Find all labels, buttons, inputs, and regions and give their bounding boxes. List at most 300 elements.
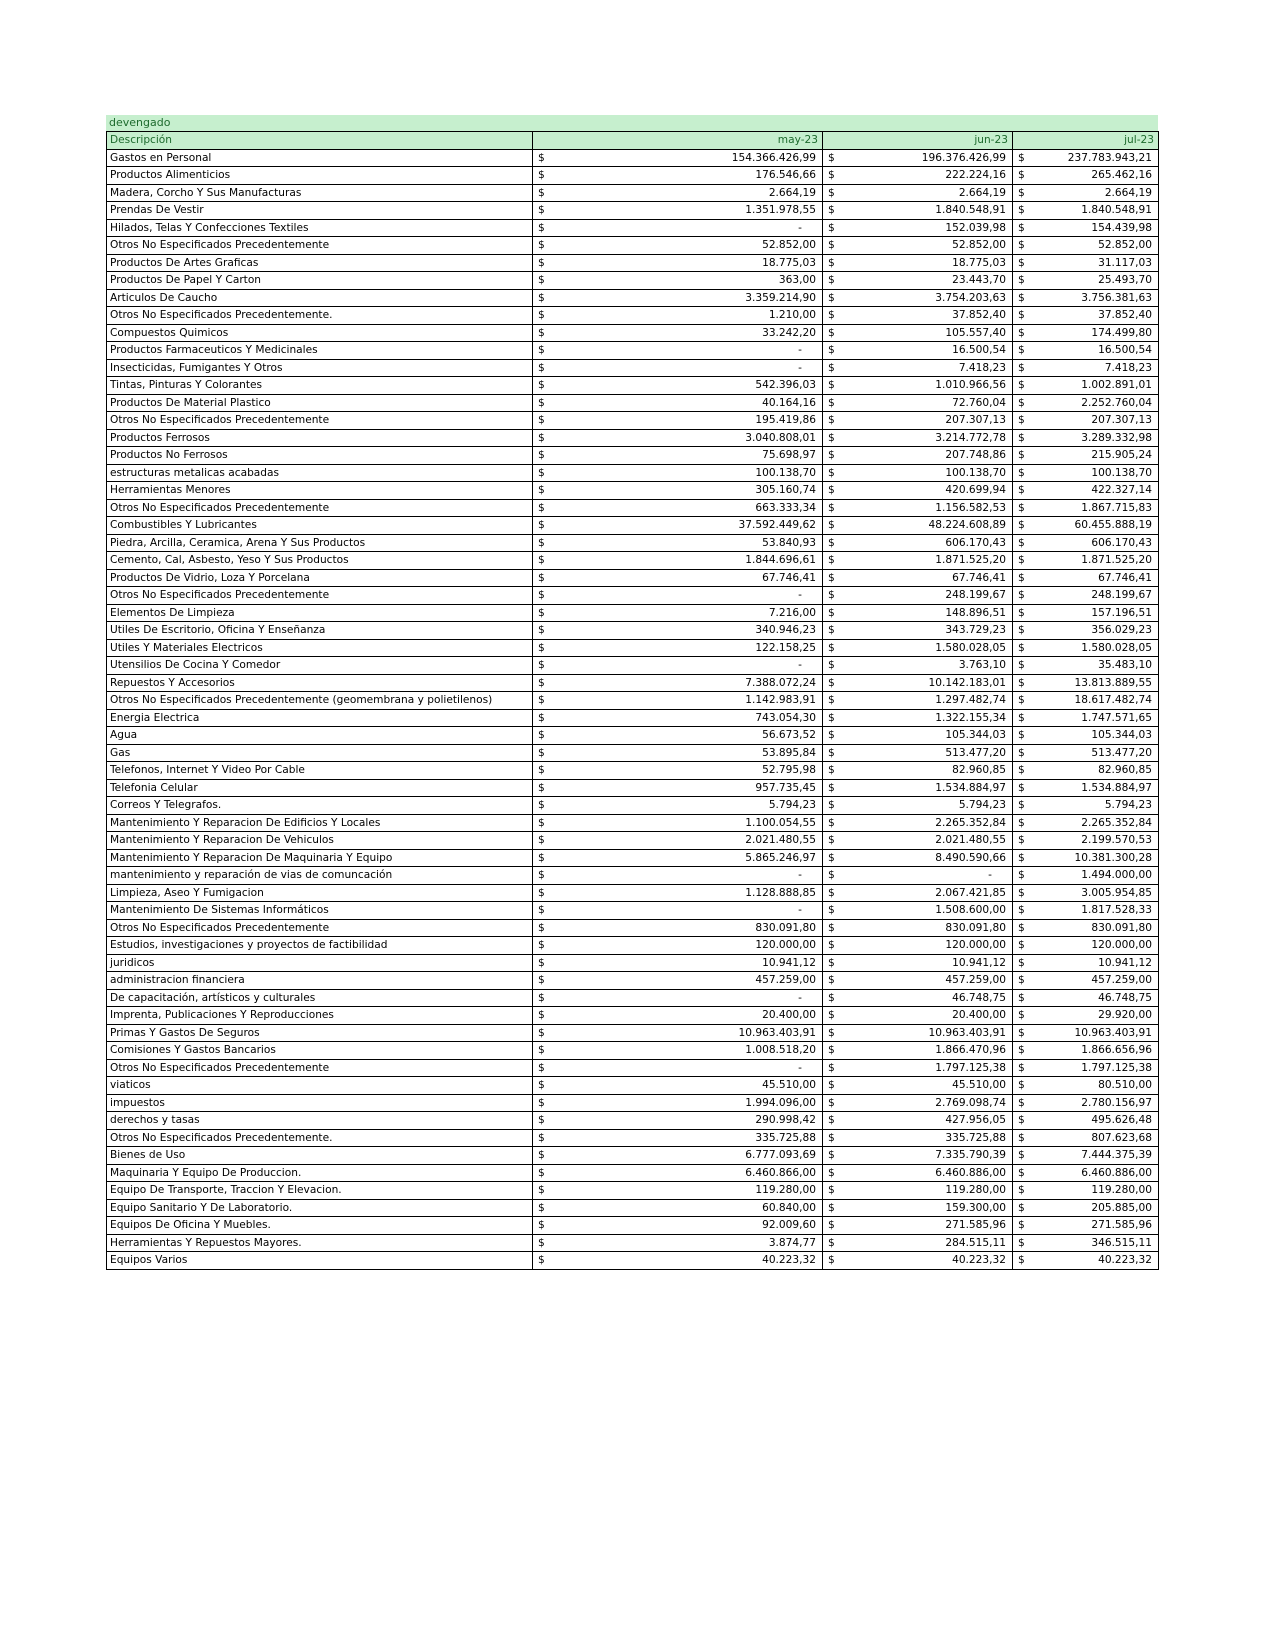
amount-value: 72.760,04 [952, 396, 1006, 409]
amount-cell [823, 919, 1013, 937]
currency-symbol: $ [1018, 886, 1025, 899]
amount-cell [823, 1112, 1013, 1130]
row-description: Limpieza, Aseo Y Fumigacion [107, 884, 533, 902]
amount-value: - [988, 869, 992, 882]
row-description: Telefonia Celular [107, 779, 533, 797]
amount-value: 1.994.096,00 [745, 1096, 816, 1109]
currency-symbol: $ [538, 1131, 545, 1144]
amount-value: 52.852,00 [762, 239, 816, 252]
table-row [107, 149, 1159, 167]
currency-symbol: $ [828, 571, 835, 584]
table-row [107, 1217, 1159, 1235]
amount-cell [823, 709, 1013, 727]
currency-symbol: $ [538, 1061, 545, 1074]
amount-cell [823, 727, 1013, 745]
amount-cell [1013, 149, 1159, 167]
currency-symbol: $ [538, 379, 545, 392]
currency-symbol: $ [828, 344, 835, 357]
row-description: Otros No Especificados Precedentemente [107, 1059, 533, 1077]
amount-value: 1.142.983,91 [745, 694, 816, 707]
currency-symbol: $ [538, 414, 545, 427]
table-row [107, 1112, 1159, 1130]
amount-cell [823, 657, 1013, 675]
amount-cell [823, 1164, 1013, 1182]
amount-cell [533, 569, 823, 587]
amount-value: 29.920,00 [1098, 1009, 1152, 1022]
amount-value: 10.142.183,01 [928, 676, 1006, 689]
amount-cell [823, 972, 1013, 990]
amount-cell [533, 797, 823, 815]
amount-value: 33.242,20 [762, 326, 816, 339]
header-descripcion: Descripción [107, 132, 533, 150]
row-description: Equipo Sanitario Y De Laboratorio. [107, 1199, 533, 1217]
amount-cell [1013, 622, 1159, 640]
row-description: Utiles Y Materiales Electricos [107, 639, 533, 657]
spreadsheet [106, 115, 1158, 1270]
amount-value: 284.515,11 [945, 1236, 1006, 1249]
amount-cell [533, 272, 823, 290]
amount-value: - [798, 659, 802, 672]
currency-symbol: $ [1018, 256, 1025, 269]
amount-cell [533, 1182, 823, 1200]
amount-cell [823, 1024, 1013, 1042]
amount-cell [1013, 272, 1159, 290]
currency-symbol: $ [1018, 151, 1025, 164]
table-row [107, 587, 1159, 605]
amount-value: 18.775,03 [952, 256, 1006, 269]
table-row [107, 1234, 1159, 1252]
amount-cell [823, 1217, 1013, 1235]
amount-value: 606.170,43 [1091, 536, 1152, 549]
currency-symbol: $ [828, 379, 835, 392]
amount-cell [1013, 1147, 1159, 1165]
table-row [107, 1164, 1159, 1182]
currency-symbol: $ [1018, 764, 1025, 777]
currency-symbol: $ [828, 746, 835, 759]
currency-symbol: $ [1018, 1149, 1025, 1162]
currency-symbol: $ [1018, 606, 1025, 619]
amount-value: 513.477,20 [1091, 746, 1152, 759]
amount-cell [533, 639, 823, 657]
amount-value: 7.418,23 [958, 361, 1006, 374]
currency-symbol: $ [538, 606, 545, 619]
currency-symbol: $ [828, 974, 835, 987]
currency-symbol: $ [1018, 396, 1025, 409]
amount-cell [1013, 797, 1159, 815]
amount-value: 290.998,42 [755, 1114, 816, 1127]
amount-cell [823, 1182, 1013, 1200]
row-description: Otros No Especificados Precedentemente (geomembrana y polietilenos) [107, 692, 533, 710]
amount-value: 1.580.028,05 [1081, 641, 1152, 654]
amount-value: 6.460.886,00 [935, 1166, 1006, 1179]
amount-value: 7.388.072,24 [745, 676, 816, 689]
sheet-caption: devengado [106, 115, 1158, 131]
amount-cell [1013, 534, 1159, 552]
row-description: De capacitación, artísticos y culturales [107, 989, 533, 1007]
amount-cell [823, 832, 1013, 850]
amount-value: 10.941,12 [1098, 956, 1152, 969]
amount-cell [1013, 587, 1159, 605]
amount-value: - [798, 991, 802, 1004]
currency-symbol: $ [538, 1254, 545, 1267]
currency-symbol: $ [1018, 466, 1025, 479]
currency-symbol: $ [828, 956, 835, 969]
amount-value: 7.335.790,39 [935, 1149, 1006, 1162]
currency-symbol: $ [538, 326, 545, 339]
amount-cell [823, 1199, 1013, 1217]
amount-value: 52.852,00 [952, 239, 1006, 252]
amount-cell [1013, 1077, 1159, 1095]
currency-symbol: $ [828, 186, 835, 199]
currency-symbol: $ [828, 1166, 835, 1179]
amount-cell [823, 482, 1013, 500]
amount-cell [823, 447, 1013, 465]
currency-symbol: $ [828, 501, 835, 514]
currency-symbol: $ [828, 589, 835, 602]
currency-symbol: $ [538, 291, 545, 304]
amount-value: 46.748,75 [1098, 991, 1152, 1004]
currency-symbol: $ [1018, 729, 1025, 742]
currency-symbol: $ [828, 204, 835, 217]
amount-cell [823, 937, 1013, 955]
amount-cell [533, 254, 823, 272]
amount-cell [533, 972, 823, 990]
currency-symbol: $ [828, 1236, 835, 1249]
amount-value: 1.002.891,01 [1081, 379, 1152, 392]
currency-symbol: $ [538, 151, 545, 164]
amount-value: 1.297.482,74 [935, 694, 1006, 707]
currency-symbol: $ [1018, 781, 1025, 794]
currency-symbol: $ [1018, 449, 1025, 462]
currency-symbol: $ [828, 396, 835, 409]
amount-cell [823, 1077, 1013, 1095]
currency-symbol: $ [828, 1131, 835, 1144]
currency-symbol: $ [1018, 659, 1025, 672]
amount-value: 3.874,77 [768, 1236, 816, 1249]
currency-symbol: $ [1018, 1236, 1025, 1249]
amount-value: 340.946,23 [755, 624, 816, 637]
amount-cell [533, 534, 823, 552]
currency-symbol: $ [828, 816, 835, 829]
amount-value: 119.280,00 [945, 1184, 1006, 1197]
table-row [107, 937, 1159, 955]
currency-symbol: $ [1018, 711, 1025, 724]
amount-cell [1013, 307, 1159, 325]
amount-value: 20.400,00 [762, 1009, 816, 1022]
currency-symbol: $ [1018, 834, 1025, 847]
amount-cell [533, 709, 823, 727]
amount-cell [1013, 342, 1159, 360]
currency-symbol: $ [538, 1149, 545, 1162]
currency-symbol: $ [538, 834, 545, 847]
amount-cell [1013, 902, 1159, 920]
amount-cell [533, 499, 823, 517]
currency-symbol: $ [538, 799, 545, 812]
currency-symbol: $ [1018, 816, 1025, 829]
currency-symbol: $ [1018, 956, 1025, 969]
currency-symbol: $ [828, 169, 835, 182]
amount-value: 40.164,16 [762, 396, 816, 409]
amount-value: 18.775,03 [762, 256, 816, 269]
currency-symbol: $ [1018, 851, 1025, 864]
amount-value: 13.813.889,55 [1074, 676, 1152, 689]
currency-symbol: $ [828, 1009, 835, 1022]
row-description: Telefonos, Internet Y Video Por Cable [107, 762, 533, 780]
table-row [107, 447, 1159, 465]
amount-value: 40.223,32 [762, 1254, 816, 1267]
row-description: juridicos [107, 954, 533, 972]
amount-value: 7.418,23 [1104, 361, 1152, 374]
amount-cell [533, 867, 823, 885]
amount-value: 60.840,00 [762, 1201, 816, 1214]
row-description: Equipos De Oficina Y Muebles. [107, 1217, 533, 1235]
amount-cell [533, 954, 823, 972]
amount-cell [533, 1042, 823, 1060]
amount-value: 1.747.571,65 [1081, 711, 1152, 724]
header-jun-23: jun-23 [823, 132, 1013, 150]
amount-cell [823, 674, 1013, 692]
amount-value: 6.777.093,69 [745, 1149, 816, 1162]
currency-symbol: $ [538, 256, 545, 269]
currency-symbol: $ [1018, 414, 1025, 427]
currency-symbol: $ [1018, 204, 1025, 217]
row-description: Compuestos Quimicos [107, 324, 533, 342]
amount-value: - [798, 589, 802, 602]
amount-value: 1.867.715,83 [1081, 501, 1152, 514]
amount-value: 1.844.696,61 [745, 554, 816, 567]
amount-cell [823, 289, 1013, 307]
currency-symbol: $ [538, 169, 545, 182]
table-row [107, 412, 1159, 430]
amount-value: 1.817.528,33 [1081, 904, 1152, 917]
currency-symbol: $ [828, 1149, 835, 1162]
row-description: Productos Alimenticios [107, 167, 533, 185]
amount-value: 120.000,00 [945, 939, 1006, 952]
currency-symbol: $ [828, 1114, 835, 1127]
amount-value: 606.170,43 [945, 536, 1006, 549]
amount-cell [1013, 639, 1159, 657]
amount-cell [823, 902, 1013, 920]
amount-value: 2.664,19 [958, 186, 1006, 199]
table-row [107, 202, 1159, 220]
row-description: Agua [107, 727, 533, 745]
currency-symbol: $ [828, 851, 835, 864]
row-description: Otros No Especificados Precedentemente. [107, 307, 533, 325]
amount-cell [823, 359, 1013, 377]
currency-symbol: $ [828, 221, 835, 234]
amount-cell [533, 832, 823, 850]
table-row [107, 797, 1159, 815]
table-row [107, 184, 1159, 202]
table-row [107, 1094, 1159, 1112]
currency-symbol: $ [538, 221, 545, 234]
amount-value: 420.699,94 [945, 484, 1006, 497]
amount-value: 37.592.449,62 [738, 519, 816, 532]
amount-value: 10.941,12 [952, 956, 1006, 969]
amount-cell [823, 1007, 1013, 1025]
amount-value: 3.214.772,78 [935, 431, 1006, 444]
table-row [107, 429, 1159, 447]
table-row [107, 972, 1159, 990]
amount-cell [533, 412, 823, 430]
table-row [107, 237, 1159, 255]
currency-symbol: $ [1018, 676, 1025, 689]
amount-cell [533, 1112, 823, 1130]
currency-symbol: $ [828, 536, 835, 549]
table-row [107, 499, 1159, 517]
amount-cell [533, 902, 823, 920]
table-row [107, 867, 1159, 885]
amount-cell [823, 167, 1013, 185]
amount-cell [533, 587, 823, 605]
amount-value: 3.756.381,63 [1081, 291, 1152, 304]
currency-symbol: $ [538, 694, 545, 707]
amount-value: 80.510,00 [1098, 1079, 1152, 1092]
row-description: Productos No Ferrosos [107, 447, 533, 465]
table-row [107, 307, 1159, 325]
currency-symbol: $ [828, 676, 835, 689]
currency-symbol: $ [828, 1026, 835, 1039]
amount-value: 1.156.582,53 [935, 501, 1006, 514]
amount-value: 1.871.525,20 [1081, 554, 1152, 567]
amount-value: 100.138,70 [945, 466, 1006, 479]
table-row [107, 324, 1159, 342]
amount-cell [823, 1059, 1013, 1077]
table-row [107, 254, 1159, 272]
amount-cell [1013, 1129, 1159, 1147]
amount-cell [823, 744, 1013, 762]
amount-value: 53.895,84 [762, 746, 816, 759]
amount-cell [1013, 1007, 1159, 1025]
amount-cell [533, 989, 823, 1007]
currency-symbol: $ [1018, 291, 1025, 304]
currency-symbol: $ [828, 694, 835, 707]
currency-symbol: $ [1018, 974, 1025, 987]
amount-value: 37.852,40 [952, 309, 1006, 322]
row-description: Productos Farmaceuticos Y Medicinales [107, 342, 533, 360]
currency-symbol: $ [1018, 1201, 1025, 1214]
amount-cell [1013, 167, 1159, 185]
amount-cell [1013, 377, 1159, 395]
amount-value: 10.963.403,91 [1074, 1026, 1152, 1039]
currency-symbol: $ [828, 606, 835, 619]
currency-symbol: $ [1018, 589, 1025, 602]
amount-cell [823, 184, 1013, 202]
amount-value: 7.444.375,39 [1081, 1149, 1152, 1162]
amount-cell [533, 1252, 823, 1270]
currency-symbol: $ [538, 816, 545, 829]
currency-symbol: $ [538, 344, 545, 357]
amount-value: 248.199,67 [945, 589, 1006, 602]
currency-symbol: $ [828, 554, 835, 567]
row-description: Mantenimiento Y Reparacion De Edificios Y Locales [107, 814, 533, 832]
amount-cell [823, 412, 1013, 430]
amount-cell [823, 1252, 1013, 1270]
amount-cell [533, 342, 823, 360]
amount-value: 6.460.866,00 [745, 1166, 816, 1179]
amount-value: 16.500,54 [952, 344, 1006, 357]
amount-cell [1013, 429, 1159, 447]
amount-value: 2.769.098,74 [935, 1096, 1006, 1109]
amount-value: 1.534.884,97 [935, 781, 1006, 794]
amount-cell [533, 814, 823, 832]
amount-value: 207.307,13 [1091, 414, 1152, 427]
currency-symbol: $ [538, 641, 545, 654]
currency-symbol: $ [538, 746, 545, 759]
currency-symbol: $ [538, 186, 545, 199]
amount-cell [1013, 657, 1159, 675]
amount-cell [533, 657, 823, 675]
amount-cell [533, 324, 823, 342]
amount-value: 67.746,41 [952, 571, 1006, 584]
amount-cell [1013, 1059, 1159, 1077]
amount-value: 1.508.600,00 [935, 904, 1006, 917]
currency-symbol: $ [538, 204, 545, 217]
amount-value: 159.300,00 [945, 1201, 1006, 1214]
row-description: Mantenimiento De Sistemas Informáticos [107, 902, 533, 920]
currency-symbol: $ [1018, 991, 1025, 1004]
table-row [107, 377, 1159, 395]
currency-symbol: $ [1018, 921, 1025, 934]
currency-symbol: $ [828, 939, 835, 952]
currency-symbol: $ [538, 1114, 545, 1127]
currency-symbol: $ [538, 729, 545, 742]
row-description: Gastos en Personal [107, 149, 533, 167]
row-description: Otros No Especificados Precedentemente. [107, 1129, 533, 1147]
currency-symbol: $ [1018, 361, 1025, 374]
table-row [107, 1199, 1159, 1217]
currency-symbol: $ [1018, 326, 1025, 339]
row-description: Hilados, Telas Y Confecciones Textiles [107, 219, 533, 237]
amount-value: 3.359.214,90 [745, 291, 816, 304]
currency-symbol: $ [538, 956, 545, 969]
currency-symbol: $ [828, 239, 835, 252]
currency-symbol: $ [1018, 379, 1025, 392]
row-description: Cemento, Cal, Asbesto, Yeso Y Sus Productos [107, 552, 533, 570]
currency-symbol: $ [1018, 554, 1025, 567]
currency-symbol: $ [828, 711, 835, 724]
amount-cell [823, 569, 1013, 587]
amount-value: 1.210,00 [768, 309, 816, 322]
currency-symbol: $ [828, 256, 835, 269]
row-description: Otros No Especificados Precedentemente [107, 237, 533, 255]
currency-symbol: $ [828, 484, 835, 497]
row-description: Estudios, investigaciones y proyectos de factibilidad [107, 937, 533, 955]
amount-cell [533, 1164, 823, 1182]
row-description: Correos Y Telegrafos. [107, 797, 533, 815]
table-row [107, 1077, 1159, 1095]
amount-value: 10.941,12 [762, 956, 816, 969]
currency-symbol: $ [828, 309, 835, 322]
amount-cell [1013, 237, 1159, 255]
amount-cell [823, 499, 1013, 517]
table-row [107, 569, 1159, 587]
table-row [107, 1147, 1159, 1165]
amount-value: 154.439,98 [1091, 221, 1152, 234]
table-row [107, 482, 1159, 500]
amount-value: 45.510,00 [952, 1079, 1006, 1092]
amount-cell [533, 919, 823, 937]
table-row [107, 552, 1159, 570]
currency-symbol: $ [828, 991, 835, 1004]
amount-value: 120.000,00 [1091, 939, 1152, 952]
amount-value: 174.499,80 [1091, 326, 1152, 339]
currency-symbol: $ [538, 449, 545, 462]
amount-cell [1013, 1252, 1159, 1270]
currency-symbol: $ [538, 921, 545, 934]
currency-symbol: $ [1018, 431, 1025, 444]
amount-cell [823, 272, 1013, 290]
